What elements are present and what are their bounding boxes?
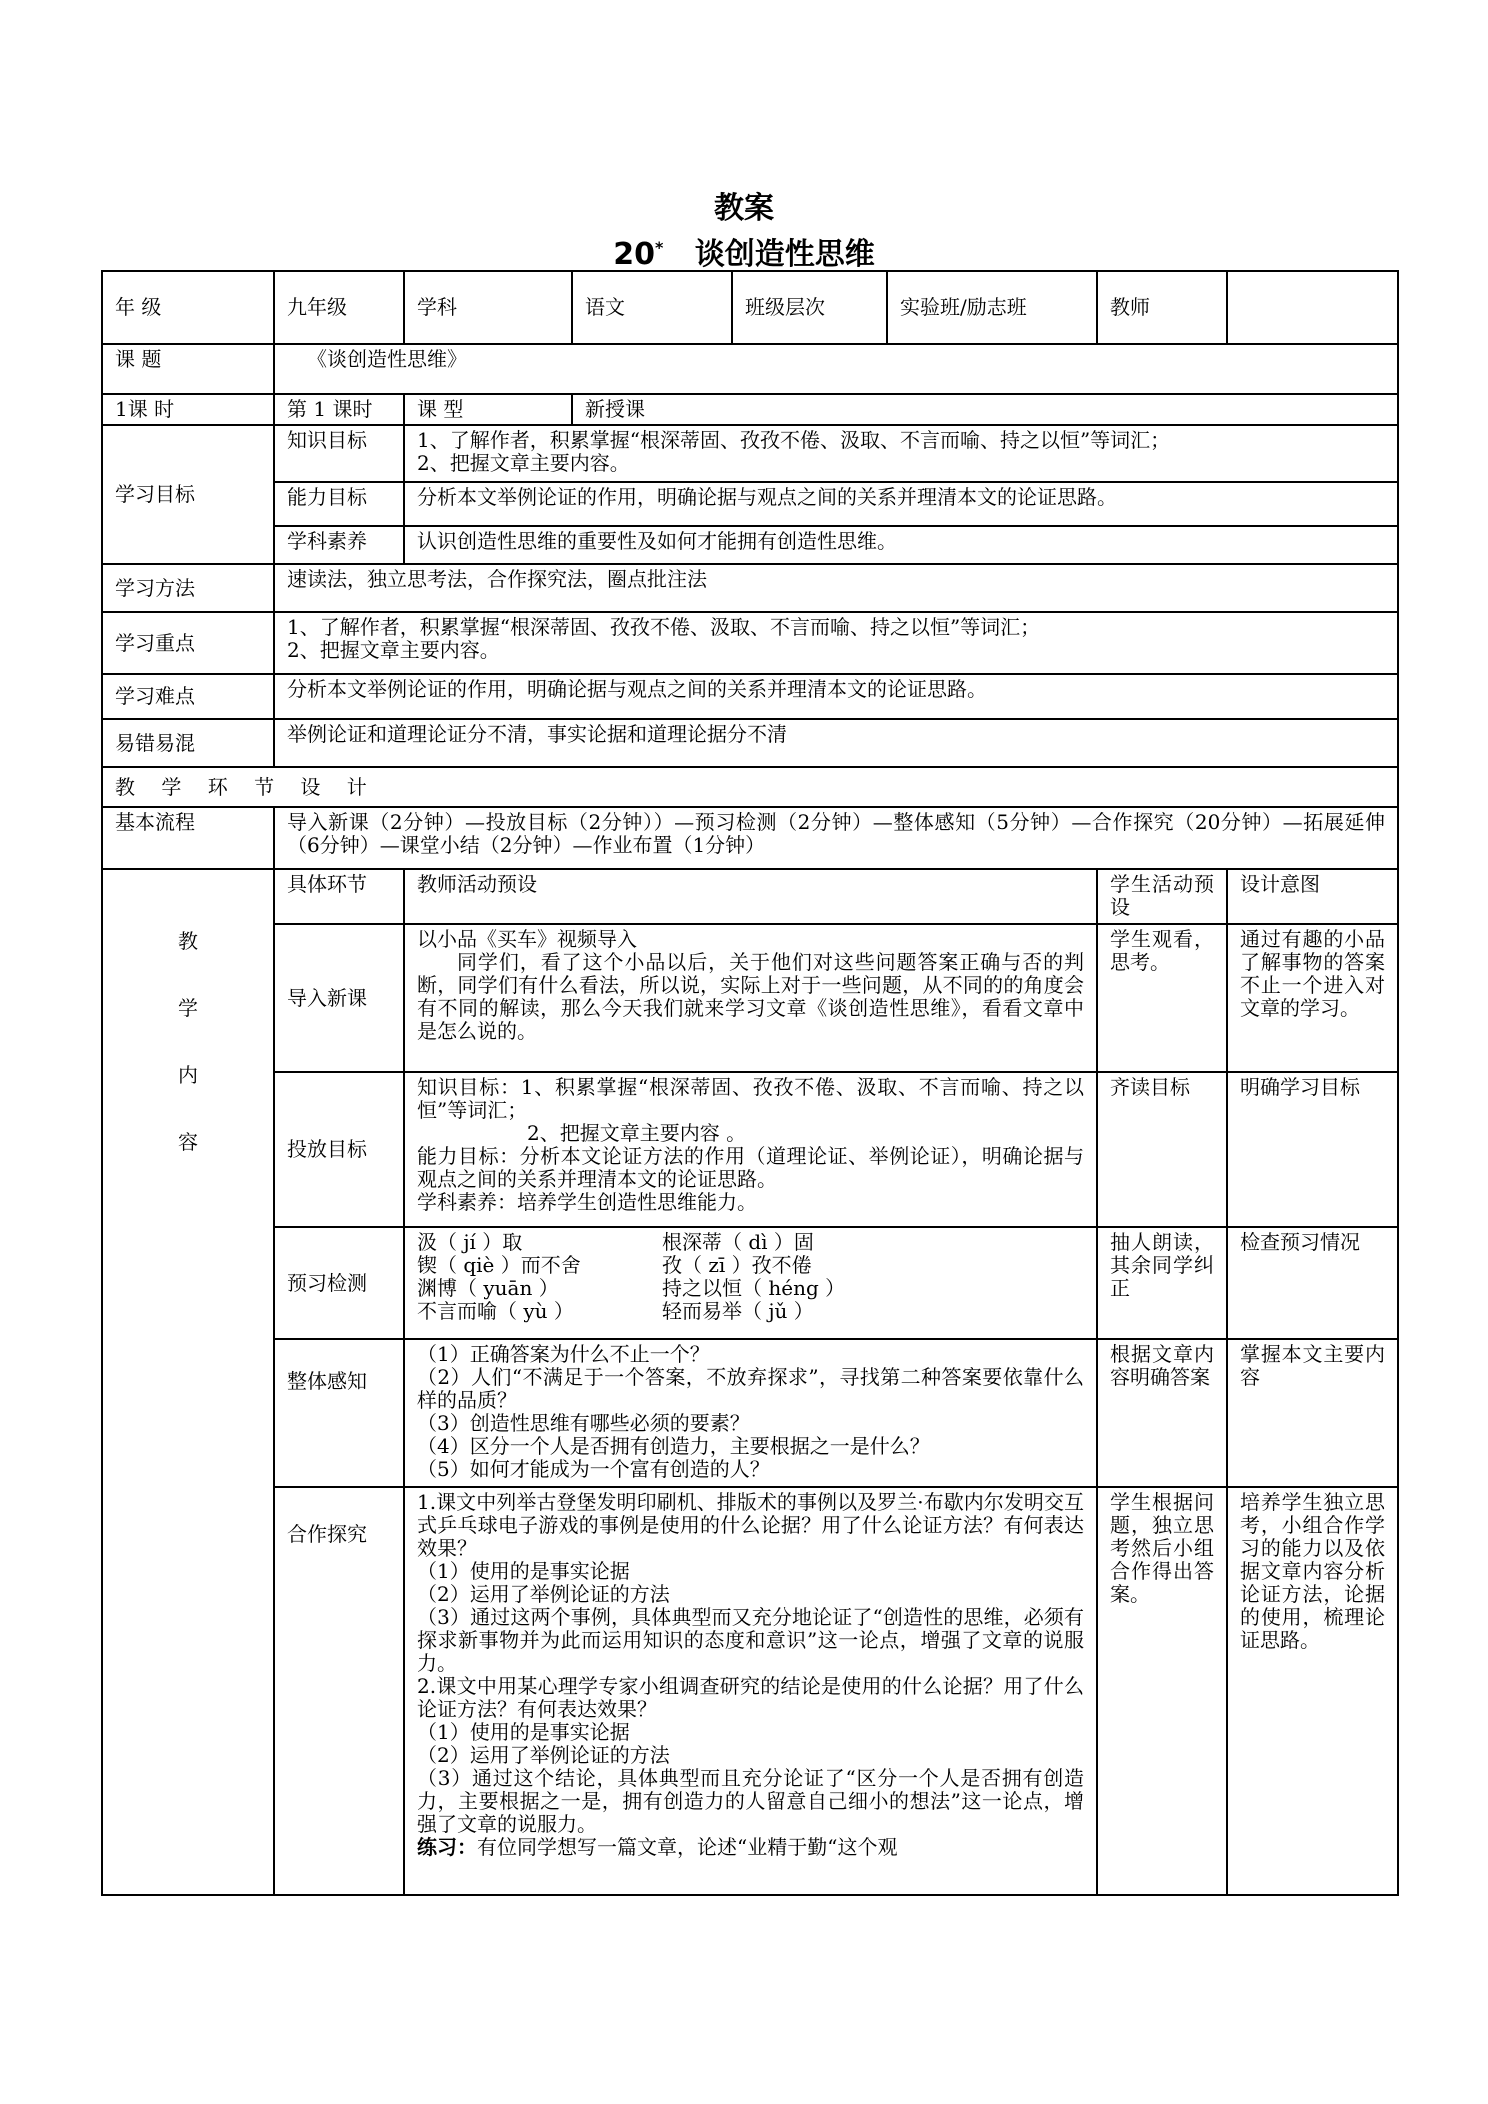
- lesson-plan-table: [101, 270, 1399, 1896]
- knowledge-goal-line: 2、把握文章主要内容。: [417, 451, 630, 475]
- pinyin-item: 孜（ zī ）孜不倦: [662, 1253, 812, 1277]
- ability-goal-label: 能力目标: [274, 482, 404, 526]
- pinyin-item: 根深蒂（ dì ）固: [662, 1230, 814, 1254]
- perception-question: （5）如何才能成为一个富有创造的人？: [417, 1457, 770, 1481]
- intent-goals: 明确学习目标: [1227, 1072, 1398, 1227]
- step-perception: 整体感知: [274, 1339, 404, 1487]
- grade-value: 九年级: [274, 271, 404, 344]
- intent-explore: 培养学生独立思考，小组合作学习的能力以及依据文章内容分析论证方法，论据的使用，梳理论证思路。: [1227, 1487, 1398, 1895]
- pinyin-item: 汲（ jí ）取: [417, 1230, 523, 1254]
- knowledge-goal-line: 1、了解作者，积累掌握“根深蒂固、孜孜不倦、汲取、不言而喻、持之以恒”等词汇；: [417, 428, 1171, 452]
- hours-value: 第 1 课时: [274, 394, 404, 425]
- intent-intro: 通过有趣的小品了解事物的答案不止一个进入对文章的学习。: [1227, 924, 1398, 1072]
- objectives-label: 学习目标: [102, 425, 274, 564]
- ability-goal-text: 分析本文举例论证的作用，明确论据与观点之间的关系并理清本文的论证思路。: [404, 482, 1398, 526]
- student-perception: 根据文章内容明确答案: [1097, 1339, 1227, 1487]
- side-char: 学: [178, 996, 198, 1020]
- flow-label: 基本流程: [102, 807, 274, 869]
- explore-line: （1）使用的是事实论据: [417, 1720, 630, 1744]
- teacher-intro-line: 以小品《买车》视频导入: [417, 927, 637, 951]
- knowledge-goal-text: [404, 425, 1398, 482]
- student-goals: 齐读目标: [1097, 1072, 1227, 1227]
- explore-line: （3）通过这两个事例，具体典型而又充分地论证了“创造性的思维，必须有探求新事物并为此而运用知识的态度和意识”这一论点，增强了文章的说服力。: [417, 1605, 1084, 1675]
- explore-line: （2）运用了举例论证的方法: [417, 1743, 670, 1767]
- perception-question: （4）区分一个人是否拥有创造力，主要根据之一是什么？: [417, 1434, 930, 1458]
- pinyin-item: 持之以恒（ héng ）: [662, 1276, 846, 1300]
- flow-value: 导入新课（2分钟）—投放目标（2分钟））—预习检测（2分钟）—整体感知（5分钟）—合作探究（20分钟）—拓展延伸（6分钟）—课堂小结（2分钟）—作业布置（1分钟）: [274, 807, 1398, 869]
- design-header: 教 学 环 节 设 计: [102, 767, 1398, 807]
- exercise-line: [417, 1836, 1084, 1859]
- explore-line: （1）使用的是事实论据: [417, 1559, 630, 1583]
- teacher-label: 教师: [1097, 271, 1227, 344]
- explore-line: 2.课文中用某心理学专家小组调查研究的结论是使用的什么论据？用了什么论证方法？有何表达效果？: [417, 1674, 1084, 1721]
- exercise-text: 有位同学想写一篇文章，论述“业精于勤“这个观: [477, 1835, 898, 1859]
- header-step: 具体环节: [274, 869, 404, 924]
- student-explore: 学生根据问题，独立思考然后小组合作得出答案。: [1097, 1487, 1227, 1895]
- lesson-name: 谈创造性思维: [694, 237, 875, 272]
- pinyin-row: [417, 1231, 1084, 1254]
- document-title: 教案: [714, 191, 774, 226]
- focus-text: [274, 612, 1398, 674]
- teacher-goals-line: 知识目标：1、积累掌握“根深蒂固、孜孜不倦、汲取、不言而喻、持之以恒”等词汇；: [417, 1075, 1084, 1122]
- lesson-type-label: 课 型: [404, 394, 572, 425]
- pinyin-item: 渊博（ yuān ）: [417, 1276, 559, 1300]
- student-preview: 抽人朗读，其余同学纠正: [1097, 1227, 1227, 1339]
- difficulty-label: 学习难点: [102, 674, 274, 719]
- perception-question: （3）创造性思维有哪些必须的要素？: [417, 1411, 750, 1435]
- teacher-preview: [404, 1227, 1097, 1339]
- header-intent: 设计意图: [1227, 869, 1398, 924]
- explore-line: 1.课文中列举古登堡发明印刷机、排版术的事例以及罗兰·布歇内尔发明交互式乒乓球电子游戏的事例是使用的什么论据？用了什么论证方法？有何表达效果？: [417, 1490, 1084, 1560]
- focus-line: 2、把握文章主要内容。: [287, 638, 500, 662]
- teacher-intro-line: 同学们，看了这个小品以后，关于他们对这些问题答案正确与否的判断，同学们有什么看法，所以说，实际上对于一些问题，从不同的的角度会有不同的解读，那么今天我们就来学习文章《谈创造性思维》，看看文章中是怎么说的。: [417, 950, 1084, 1043]
- student-intro: 学生观看，思考。: [1097, 924, 1227, 1072]
- literacy-goal-label: 学科素养: [274, 526, 404, 564]
- knowledge-goal-label: 知识目标: [274, 425, 404, 482]
- pinyin-item: 不言而喻（ yù ）: [417, 1299, 574, 1323]
- pinyin-row: [417, 1277, 1084, 1300]
- teacher-value: [1227, 271, 1398, 344]
- perception-question: （2）人们“不满足于一个答案，不放弃探求”，寻找第二种答案要依靠什么样的品质？: [417, 1365, 1084, 1412]
- pinyin-item: 锲（ qiè ）而不舍: [417, 1253, 581, 1277]
- teacher-goals: [404, 1072, 1097, 1227]
- class-level-value: 实验班/励志班: [887, 271, 1097, 344]
- perception-question: （1）正确答案为什么不止一个？: [417, 1342, 710, 1366]
- focus-label: 学习重点: [102, 612, 274, 674]
- header-student: 学生活动预设: [1097, 869, 1227, 924]
- pinyin-row: [417, 1300, 1084, 1323]
- step-intro: 导入新课: [274, 924, 404, 1072]
- teacher-perception: [404, 1339, 1097, 1487]
- confusion-label: 易错易混: [102, 719, 274, 767]
- class-level-label: 班级层次: [732, 271, 887, 344]
- subject-label: 学科: [404, 271, 572, 344]
- pinyin-row: [417, 1254, 1084, 1277]
- lesson-star: *: [655, 238, 664, 257]
- teacher-goals-line: 能力目标：分析本文论证方法的作用（道理论证、举例论证），明确论据与观点之间的关系并理清本文的论证思路。: [417, 1144, 1084, 1191]
- hours-label: 1课 时: [102, 394, 274, 425]
- step-explore: 合作探究: [274, 1487, 404, 1895]
- difficulty-value: 分析本文举例论证的作用，明确论据与观点之间的关系并理清本文的论证思路。: [274, 674, 1398, 719]
- topic-value: 《谈创造性思维》: [274, 344, 1398, 394]
- lesson-type-value: 新授课: [572, 394, 1398, 425]
- method-label: 学习方法: [102, 564, 274, 612]
- literacy-goal-text: 认识创造性思维的重要性及如何才能拥有创造性思维。: [404, 526, 1398, 564]
- header-teacher: 教师活动预设: [404, 869, 1097, 924]
- teacher-goals-line: 2、把握文章主要内容 。: [527, 1121, 747, 1145]
- side-char: 内: [178, 1063, 198, 1087]
- grade-label: 年 级: [102, 271, 274, 344]
- side-char: 教: [178, 929, 198, 953]
- teacher-explore: [404, 1487, 1097, 1895]
- explore-line: （3）通过这个结论，具体典型而且充分论证了“区分一个人是否拥有创造力，主要根据之一是，拥有创造力的人留意自己细小的想法”这一论点，增强了文章的说服力。: [417, 1766, 1084, 1836]
- step-preview: 预习检测: [274, 1227, 404, 1339]
- teacher-goals-line: 学科素养：培养学生创造性思维能力。: [417, 1190, 757, 1214]
- intent-perception: 掌握本文主要内容: [1227, 1339, 1398, 1487]
- focus-line: 1、了解作者，积累掌握“根深蒂固、孜孜不倦、汲取、不言而喻、持之以恒”等词汇；: [287, 615, 1041, 639]
- topic-label: 课 题: [102, 344, 274, 394]
- intent-preview: 检查预习情况: [1227, 1227, 1398, 1339]
- method-value: 速读法，独立思考法，合作探究法，圈点批注法: [274, 564, 1398, 612]
- subject-value: 语文: [572, 271, 732, 344]
- explore-line: （2）运用了举例论证的方法: [417, 1582, 670, 1606]
- teaching-content-label: [102, 869, 274, 1895]
- side-char: 容: [178, 1130, 198, 1154]
- teacher-intro: [404, 924, 1097, 1072]
- pinyin-item: 轻而易举（ jǔ ）: [662, 1299, 814, 1323]
- confusion-value: 举例论证和道理论证分不清，事实论据和道理论据分不清: [274, 719, 1398, 767]
- step-goals: 投放目标: [274, 1072, 404, 1227]
- lesson-title: [0, 229, 1488, 273]
- exercise-label: 练习：: [417, 1835, 477, 1859]
- lesson-number: 20: [613, 237, 656, 272]
